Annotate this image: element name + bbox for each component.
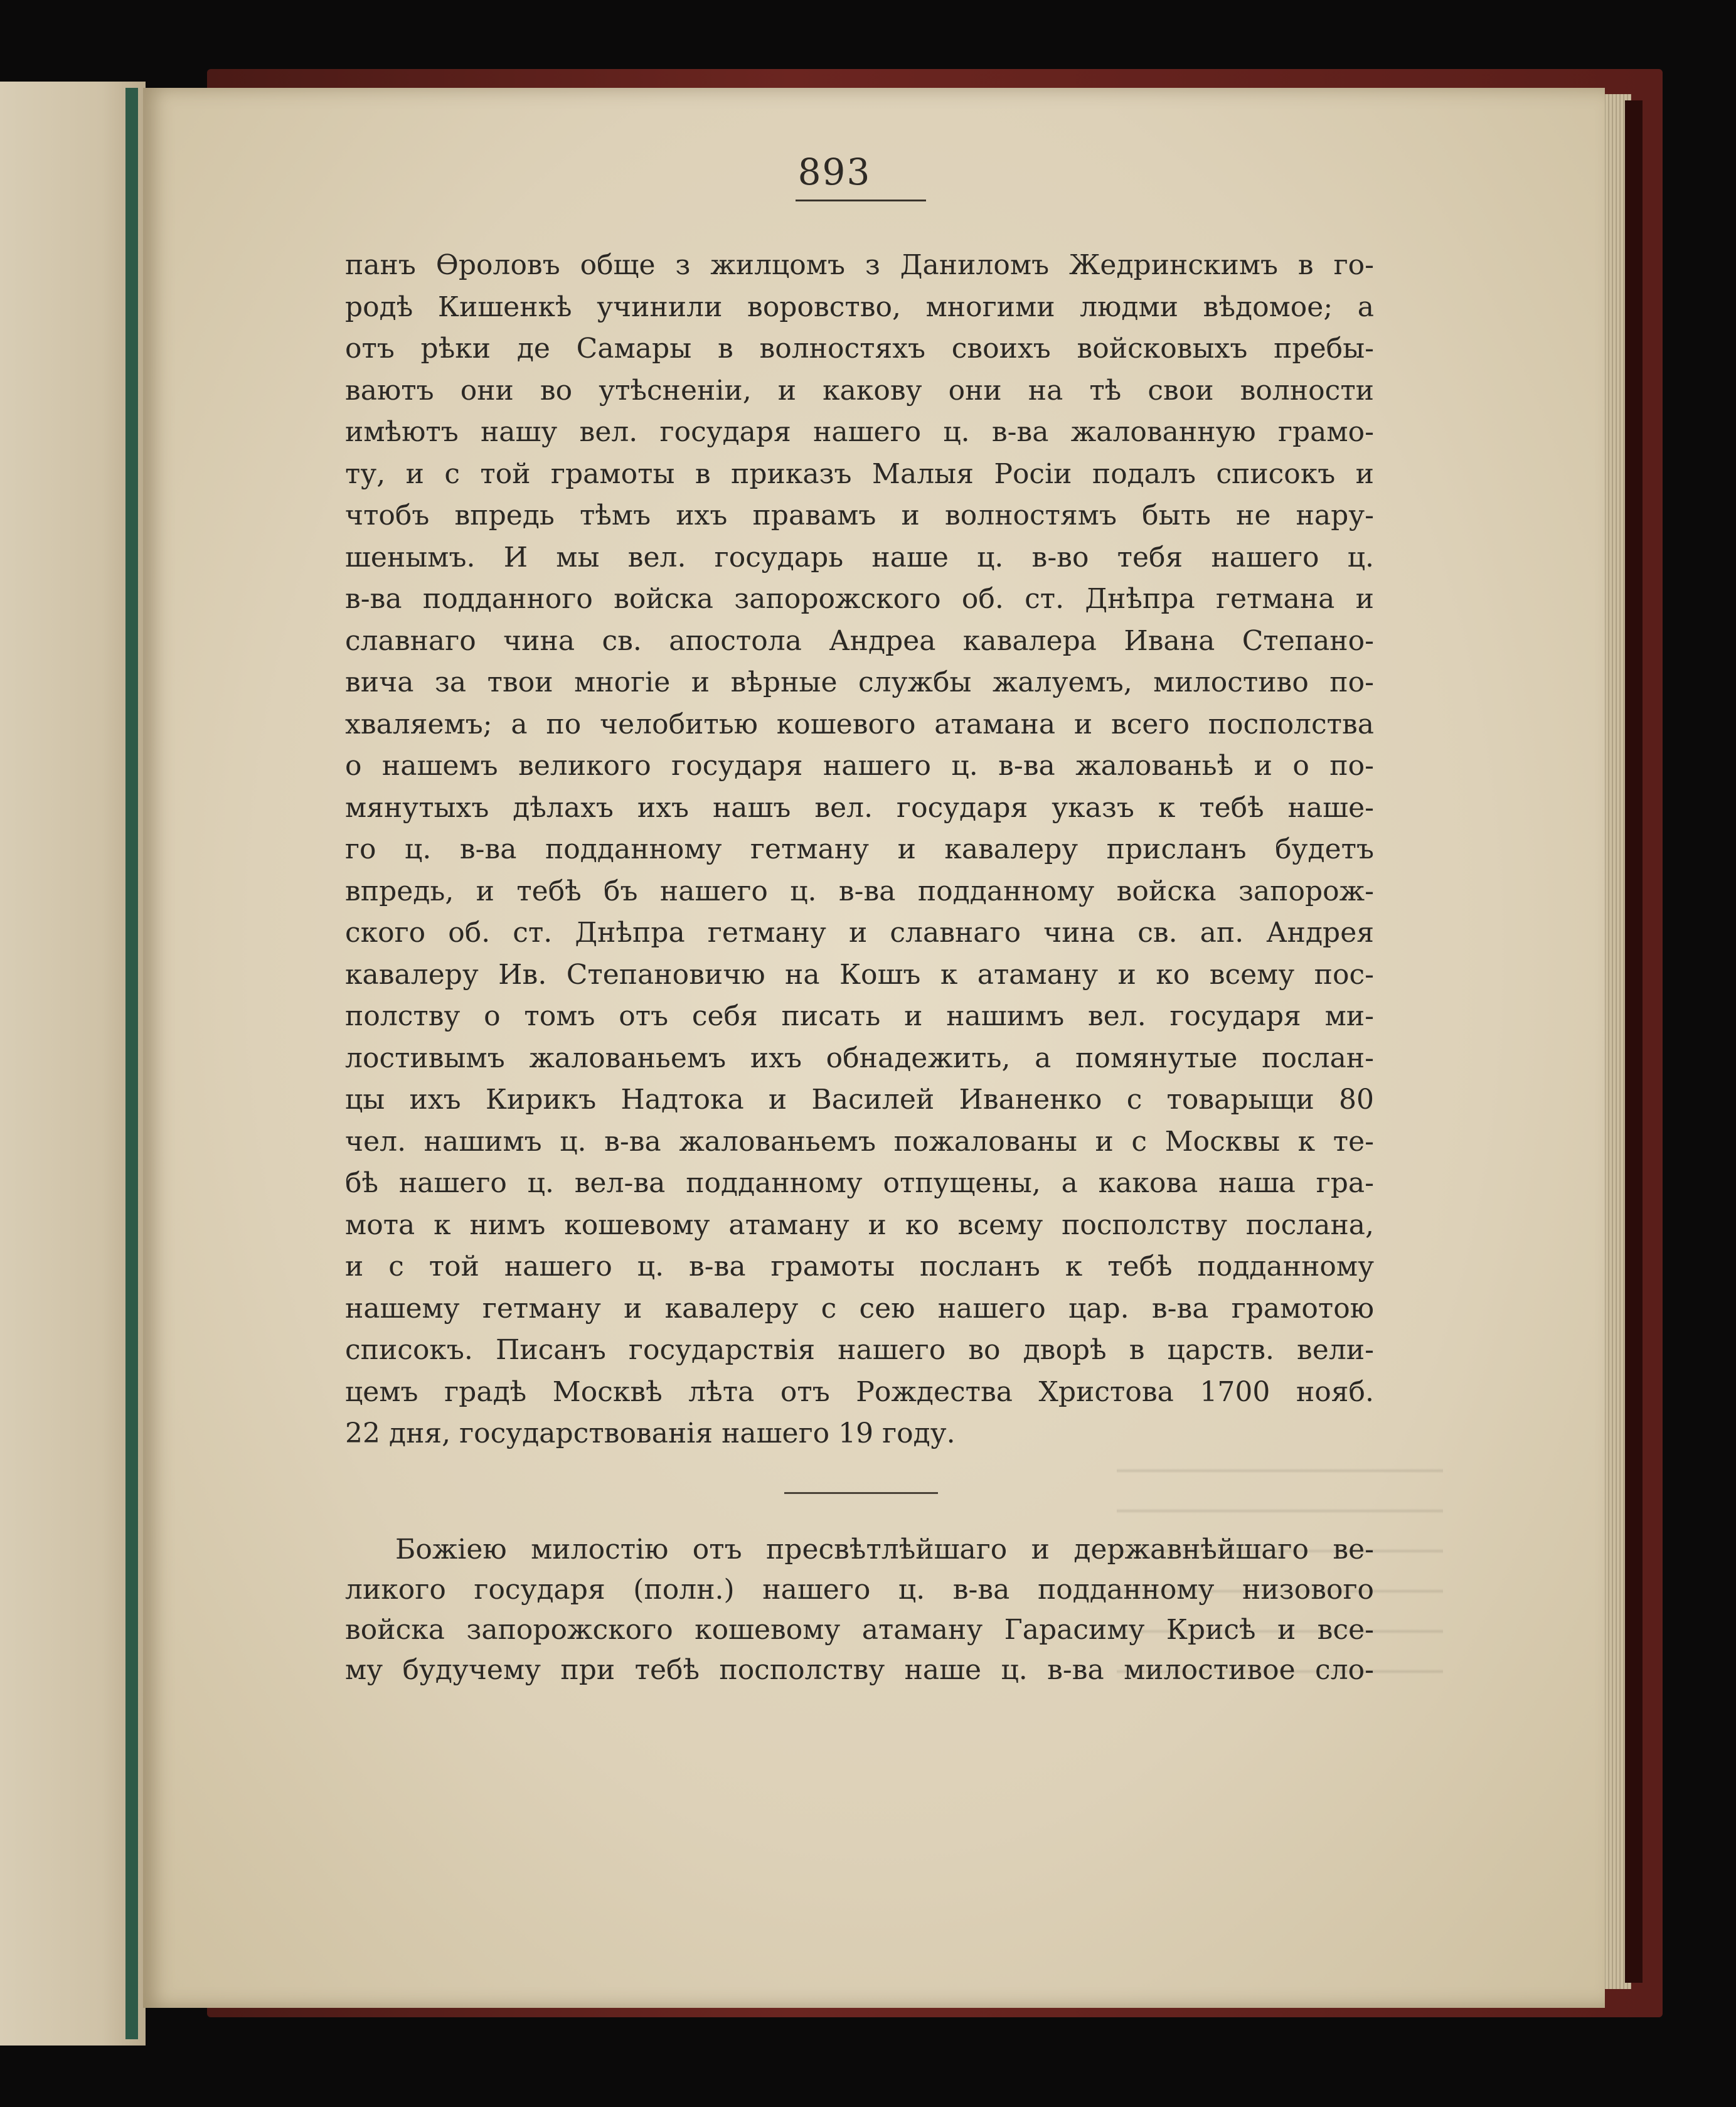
text-line: вича за твои многіе и вѣрные службы жалуемъ, милостиво по-: [345, 666, 1374, 698]
text-line: списокъ. Писанъ государствія нашего во дворѣ в царств. вели-: [345, 1334, 1374, 1366]
text-line: и с той нашего ц. в-ва грамоты посланъ к тебѣ подданному: [345, 1251, 1374, 1283]
text-line: чтобъ впредь тѣмъ ихъ правамъ и волностямъ быть не нару-: [345, 499, 1374, 531]
text-line: цы ихъ Кирикъ Надтока и Василей Иваненко с товарыщи 80: [345, 1084, 1374, 1116]
text-line: чел. нашимъ ц. в-ва жалованьемъ пожалованы и с Москвы к те-: [345, 1125, 1374, 1158]
cover-edge: [1625, 100, 1643, 1983]
text-line: панъ Ѳроловъ обще з жилцомъ з Даниломъ Жедринскимъ в го-: [345, 249, 1374, 281]
document-text-block-2: [345, 1530, 1374, 1690]
text-line: лостивымъ жалованьемъ ихъ обнадежить, а помянутые послан-: [345, 1042, 1374, 1074]
text-line: войска запорожского кошевому атаману Гарасиму Крисѣ и все-: [345, 1614, 1374, 1646]
text-line: ского об. ст. Днѣпра гетману и славнаго чина св. ап. Андрея: [345, 917, 1374, 949]
text-line: го ц. в-ва подданному гетману и кавалеру присланъ будетъ: [345, 833, 1374, 865]
text-line: ликого государя (полн.) нашего ц. в-ва подданному низового: [345, 1574, 1374, 1606]
text-line: о нашемъ великого государя нашего ц. в-ва жалованьѣ и о по-: [345, 750, 1374, 782]
text-line: цемъ градѣ Москвѣ лѣта отъ Рождества Христова 1700 нояб.: [345, 1375, 1374, 1408]
text-line: хваляемъ; а по челобитью кошевого атамана и всего посполства: [345, 708, 1374, 740]
page-number: 893: [797, 151, 871, 193]
text-line: 22 дня, государствованія нашего 19 году.: [345, 1417, 956, 1449]
text-line: родѣ Кишенкѣ учинили воровство, многими людми вѣдомое; а: [345, 291, 1374, 323]
text-line: ту, и с той грамоты в приказъ Малыя Росіи подалъ списокъ и: [345, 457, 1374, 490]
text-line: кавалеру Ив. Степановичю на Кошъ к атаману и ко всему пос-: [345, 958, 1374, 991]
text-line: мянутыхъ дѣлахъ ихъ нашъ вел. государя указъ к тебѣ наше-: [345, 791, 1374, 824]
text-line: шенымъ. И мы вел. государь наше ц. в-во тебя нашего ц.: [345, 541, 1374, 573]
text-line: Божіею милостію отъ пресвѣтлѣйшаго и державнѣйшаго ве-: [395, 1534, 1374, 1566]
text-line: впредь, и тебѣ бъ нашего ц. в-ва подданному войска запорож-: [345, 875, 1374, 907]
text-line: имѣютъ нашу вел. государя нашего ц. в-ва жалованную грамо-: [345, 416, 1374, 448]
text-line: ваютъ они во утѣсненіи, и какову они на тѣ свои волности: [345, 374, 1374, 407]
text-line: нашему гетману и кавалеру с сею нашего цар. в-ва грамотою: [345, 1292, 1374, 1325]
document-text-block-1: [345, 245, 1374, 1455]
text-line: славнаго чина св. апостола Андреа кавалера Ивана Степано-: [345, 624, 1374, 657]
text-line: бѣ нашего ц. вел-ва подданному отпущены, а какова наша гра-: [345, 1167, 1374, 1199]
page-number-rule: [796, 200, 926, 201]
section-separator-rule: [784, 1492, 938, 1494]
text-line: полству о томъ отъ себя писать и нашимъ вел. государя ми-: [345, 1000, 1374, 1032]
text-line: в-ва подданного войска запорожского об. ст. Днѣпра гетмана и: [345, 583, 1374, 615]
text-line: му будучему при тебѣ посполству наше ц. в-ва милостивое сло-: [345, 1654, 1374, 1686]
text-line: мота к нимъ кошевому атаману и ко всему посполству послана,: [345, 1208, 1374, 1241]
left-facing-page: [0, 82, 146, 2046]
text-line: отъ рѣки де Самары в волностяхъ своихъ войсковыхъ пребы-: [345, 333, 1374, 365]
binding-strip: [125, 88, 138, 2039]
